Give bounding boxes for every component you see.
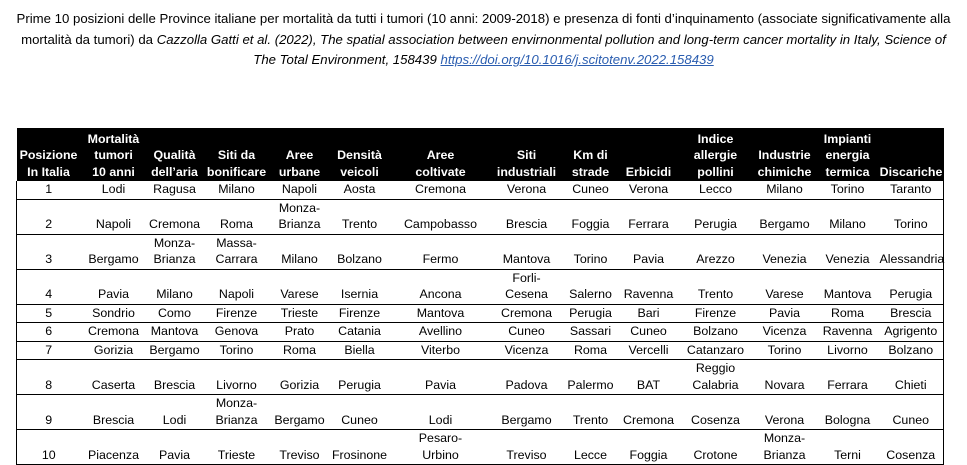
table-cell: Cuneo <box>563 181 619 199</box>
table-cell: Bergamo <box>753 199 817 234</box>
table-cell: Isernia <box>329 269 391 304</box>
table-cell: Bolzano <box>879 341 944 360</box>
doi-link[interactable]: https://doi.org/10.1016/j.scitotenv.2022.158439 <box>440 52 714 67</box>
table-row <box>17 360 944 395</box>
rank-cell: 4 <box>17 269 81 304</box>
column-header: Erbicidi <box>619 128 679 181</box>
table-cell: Perugia <box>679 199 753 234</box>
table-cell: Vercelli <box>619 341 679 360</box>
table-cell: Cremona <box>391 181 491 199</box>
table-cell: Biella <box>329 341 391 360</box>
table-cell: Bari <box>619 304 679 323</box>
table-cell: Bergamo <box>271 395 329 430</box>
table-cell: Gorizia <box>81 341 147 360</box>
table-cell: Vicenza <box>491 341 563 360</box>
table-cell: Frosinone <box>329 430 391 465</box>
table-cell: Ferrara <box>619 199 679 234</box>
table-cell: Torino <box>203 341 271 360</box>
table-cell: Arezzo <box>679 234 753 269</box>
table-cell: Pavia <box>619 234 679 269</box>
table-cell: Mantova <box>391 304 491 323</box>
table-cell: Lecco <box>679 181 753 199</box>
table-cell: Varese <box>753 269 817 304</box>
table-header-row <box>17 128 944 181</box>
table-cell: Perugia <box>563 304 619 323</box>
table-cell: Cremona <box>619 395 679 430</box>
table-cell: Fermo <box>391 234 491 269</box>
table-cell: Bergamo <box>147 341 203 360</box>
table-cell: Livorno <box>817 341 879 360</box>
column-header: Aree urbane <box>271 128 329 181</box>
table-cell: Cuneo <box>491 323 563 342</box>
table-cell: Pavia <box>753 304 817 323</box>
table-cell: Ravenna <box>619 269 679 304</box>
table-cell: Brescia <box>81 395 147 430</box>
table-cell: Trento <box>563 395 619 430</box>
table-cell: Lodi <box>81 181 147 199</box>
table-cell: Como <box>147 304 203 323</box>
rank-cell: 7 <box>17 341 81 360</box>
table-row <box>17 341 944 360</box>
table-cell: Pavia <box>147 430 203 465</box>
table-cell: Verona <box>619 181 679 199</box>
table-cell: Milano <box>203 181 271 199</box>
table-cell: Lodi <box>147 395 203 430</box>
table-cell: Firenze <box>203 304 271 323</box>
table-cell: Palermo <box>563 360 619 395</box>
mortality-ranking-table <box>16 128 944 465</box>
table-body <box>17 181 944 465</box>
column-header: Qualità dell’aria <box>147 128 203 181</box>
table-cell: Bolzano <box>679 323 753 342</box>
table-cell: Pavia <box>391 360 491 395</box>
table-cell: Lecce <box>563 430 619 465</box>
table-cell: Venezia <box>817 234 879 269</box>
column-header: Indice allergie pollini <box>679 128 753 181</box>
table-row <box>17 304 944 323</box>
column-header: Industrie chimiche <box>753 128 817 181</box>
table-cell: Brescia <box>147 360 203 395</box>
table-cell: Ravenna <box>817 323 879 342</box>
table-cell: Foggia <box>619 430 679 465</box>
table-row <box>17 181 944 199</box>
table-cell: Cosenza <box>879 430 944 465</box>
table-cell: Monza- Brianza <box>203 395 271 430</box>
table-cell: Torino <box>563 234 619 269</box>
table-row <box>17 234 944 269</box>
table-row <box>17 430 944 465</box>
table-cell: Crotone <box>679 430 753 465</box>
table-cell: Torino <box>817 181 879 199</box>
table-cell: Roma <box>817 304 879 323</box>
table-cell: Napoli <box>271 181 329 199</box>
table-cell: Trieste <box>203 430 271 465</box>
table-row <box>17 199 944 234</box>
table-cell: Cuneo <box>329 395 391 430</box>
column-header: Posizione In Italia <box>17 128 81 181</box>
rank-cell: 10 <box>17 430 81 465</box>
table-cell: Cosenza <box>679 395 753 430</box>
table-cell: Bergamo <box>491 395 563 430</box>
rank-cell: 8 <box>17 360 81 395</box>
rank-cell: 5 <box>17 304 81 323</box>
table-cell: Torino <box>753 341 817 360</box>
caption-citation: Cazzolla Gatti et al. (2022), The spatial association between envirnonmental pollution and long-term cancer mortality in Italy, Science of The Total Environment, 158439 <box>156 31 946 67</box>
table-cell: Perugia <box>329 360 391 395</box>
caption-text: Prime 10 posizioni delle Province italiane per mortalità da tutti i tumori (10 anni: 2009-2018) e presenza di fonti d’inquinamento (associate significativamente alla mortalità da tumori) da <box>16 11 951 47</box>
column-header: Impianti energia termica <box>817 128 879 181</box>
rank-cell: 9 <box>17 395 81 430</box>
table-cell: Torino <box>879 199 944 234</box>
table-cell: Pesaro- Urbino <box>391 430 491 465</box>
table-cell: Taranto <box>879 181 944 199</box>
table-cell: Agrigento <box>879 323 944 342</box>
table-cell: Brescia <box>491 199 563 234</box>
column-header: Discariche <box>879 128 944 181</box>
table-cell: Monza- Brianza <box>753 430 817 465</box>
table-cell: Bologna <box>817 395 879 430</box>
column-header: Mortalità tumori 10 anni <box>81 128 147 181</box>
table-cell: Ragusa <box>147 181 203 199</box>
table-cell: Mantova <box>491 234 563 269</box>
table-cell: Treviso <box>491 430 563 465</box>
table-cell: Cuneo <box>879 395 944 430</box>
column-header: Densità veicoli <box>329 128 391 181</box>
table-cell: Chieti <box>879 360 944 395</box>
table-cell: Verona <box>753 395 817 430</box>
table-cell: Brescia <box>879 304 944 323</box>
table-cell: Bergamo <box>81 234 147 269</box>
table-cell: Milano <box>753 181 817 199</box>
table-cell: Terni <box>817 430 879 465</box>
table-cell: BAT <box>619 360 679 395</box>
table-cell: Catania <box>329 323 391 342</box>
table-cell: Prato <box>271 323 329 342</box>
table-cell: Alessandria <box>879 234 944 269</box>
table-cell: Avellino <box>391 323 491 342</box>
table-cell: Vicenza <box>753 323 817 342</box>
table-cell: Padova <box>491 360 563 395</box>
table-cell: Milano <box>271 234 329 269</box>
table-cell: Genova <box>203 323 271 342</box>
table-cell: Monza- Brianza <box>271 199 329 234</box>
table-cell: Roma <box>563 341 619 360</box>
rank-cell: 3 <box>17 234 81 269</box>
table-cell: Bolzano <box>329 234 391 269</box>
table-cell: Trieste <box>271 304 329 323</box>
table-cell: Forli-Cesena <box>491 269 563 304</box>
table-cell: Sassari <box>563 323 619 342</box>
table-cell: Foggia <box>563 199 619 234</box>
table-cell: Campobasso <box>391 199 491 234</box>
table-cell: Perugia <box>879 269 944 304</box>
table-cell: Aosta <box>329 181 391 199</box>
table-cell: Trento <box>329 199 391 234</box>
rank-cell: 1 <box>17 181 81 199</box>
table-cell: Cremona <box>147 199 203 234</box>
table-row <box>17 395 944 430</box>
table-cell: Roma <box>203 199 271 234</box>
table-cell: Reggio Calabria <box>679 360 753 395</box>
column-header: Km di strade <box>563 128 619 181</box>
table-caption <box>14 9 953 71</box>
rank-cell: 2 <box>17 199 81 234</box>
column-header: Aree coltivate <box>391 128 491 181</box>
table-cell: Trento <box>679 269 753 304</box>
table-cell: Catanzaro <box>679 341 753 360</box>
table-cell: Napoli <box>203 269 271 304</box>
table-cell: Napoli <box>81 199 147 234</box>
table-cell: Cremona <box>81 323 147 342</box>
table-cell: Salerno <box>563 269 619 304</box>
table-cell: Venezia <box>753 234 817 269</box>
table-cell: Verona <box>491 181 563 199</box>
table-cell: Milano <box>817 199 879 234</box>
table-cell: Milano <box>147 269 203 304</box>
column-header: Siti industriali <box>491 128 563 181</box>
table-cell: Livorno <box>203 360 271 395</box>
table-cell: Roma <box>271 341 329 360</box>
table-cell: Pavia <box>81 269 147 304</box>
table-cell: Piacenza <box>81 430 147 465</box>
table-cell: Ancona <box>391 269 491 304</box>
table-cell: Caserta <box>81 360 147 395</box>
table-cell: Lodi <box>391 395 491 430</box>
table-cell: Treviso <box>271 430 329 465</box>
table-row <box>17 269 944 304</box>
table-cell: Firenze <box>679 304 753 323</box>
table-row <box>17 323 944 342</box>
table-cell: Sondrio <box>81 304 147 323</box>
table-cell: Massa- Carrara <box>203 234 271 269</box>
table-cell: Mantova <box>817 269 879 304</box>
table-cell: Cuneo <box>619 323 679 342</box>
table-cell: Firenze <box>329 304 391 323</box>
table-cell: Ferrara <box>817 360 879 395</box>
table-cell: Viterbo <box>391 341 491 360</box>
table-cell: Novara <box>753 360 817 395</box>
table-cell: Varese <box>271 269 329 304</box>
rank-cell: 6 <box>17 323 81 342</box>
table-cell: Cremona <box>491 304 563 323</box>
table-cell: Mantova <box>147 323 203 342</box>
table-cell: Monza- Brianza <box>147 234 203 269</box>
column-header: Siti da bonificare <box>203 128 271 181</box>
table-cell: Gorizia <box>271 360 329 395</box>
